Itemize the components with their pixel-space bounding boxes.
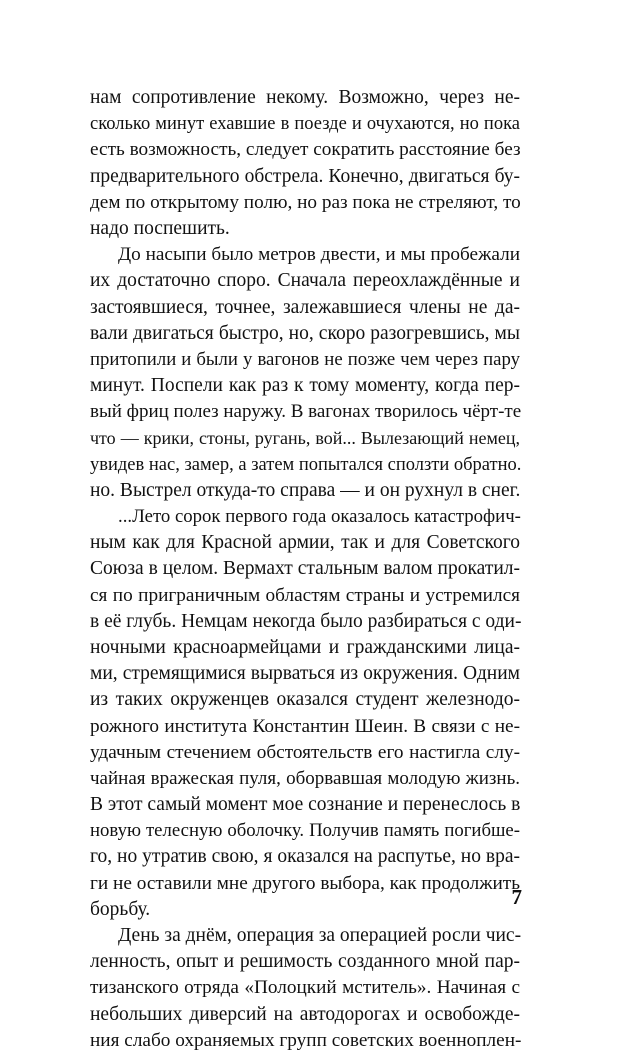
page-number: 7 bbox=[511, 885, 522, 909]
text-line: в её глубь. Немцам некогда было разбираться с оди- bbox=[90, 610, 522, 632]
text-line: День за днём, операция за операцией росли чис- bbox=[118, 925, 522, 946]
text-line: В этот самый момент мое сознание и перенеслось в bbox=[90, 794, 521, 816]
text-line: ся по приграничным областям страны и устремился bbox=[90, 584, 520, 606]
text-line: увидев нас, замер, а затем попытался сползти обратно. bbox=[90, 454, 522, 475]
text-line: что — крики, стоны, ругань, вой... Вылезающий немец, bbox=[90, 428, 520, 449]
text-line: удачным стечением обстоятельств его настигла слу- bbox=[90, 741, 520, 763]
text-line: ...Лето сорок первого года оказалось катастрофич- bbox=[118, 506, 521, 527]
text-line: рожного института Константин Шеин. В связи с не- bbox=[90, 715, 520, 737]
text-line: До насыпи было метров двести, и мы пробежали bbox=[118, 244, 520, 266]
text-line: ми, стремящимися вырваться из окружения. Одним bbox=[90, 663, 520, 685]
text-line: ным как для Красной армии, так и для Советского bbox=[90, 532, 520, 554]
text-line: небольших диверсий на автодорогах и освобожде- bbox=[90, 1003, 520, 1025]
text-line: ги не оставили мне другого выбора, как продолжить bbox=[90, 872, 520, 894]
text-line: предварительного обстрела. Конечно, двигаться бу- bbox=[90, 165, 520, 187]
text-line: застоявшиеся, точнее, залежавшиеся члены не да- bbox=[90, 296, 520, 318]
text-line: из таких окруженцев оказался студент железнодо- bbox=[90, 689, 520, 711]
text-line: тизанского отряда «Полоцкий мститель». Начиная с bbox=[90, 977, 520, 999]
text-line: ленность, опыт и решимость созданного мной пар- bbox=[90, 951, 520, 973]
text-line: дем по открытому полю, но раз пока не стреляют, то bbox=[90, 191, 521, 213]
text-line: сколько минут ехавшие в поезде и очухаются, но пока bbox=[90, 114, 520, 135]
text-line: надо поспешить. bbox=[90, 217, 230, 239]
body-text bbox=[90, 85, 520, 1054]
text-line: их достаточно споро. Сначала переохлаждённые и bbox=[90, 270, 520, 292]
text-line: Союза в целом. Вермахт стальным валом прокатил- bbox=[90, 558, 520, 580]
text-line: борьбу. bbox=[90, 898, 151, 920]
text-line: чайная вражеская пуля, оборвавшая молодую жизнь. bbox=[90, 767, 520, 789]
text-line: но. Выстрел откуда-то справа — и он рухнул в снег. bbox=[90, 479, 521, 501]
text-line: притопили и были у вагонов не позже чем через пару bbox=[90, 348, 520, 370]
text-line: вый фриц полез наружу. В вагонах творилось чёрт-те bbox=[90, 401, 522, 423]
text-line: ния слабо охраняемых групп советских военноплен- bbox=[90, 1029, 522, 1051]
text-line: новую телесную оболочку. Получив память погибше- bbox=[90, 820, 520, 842]
text-line: минут. Поспели как раз к тому моменту, когда пер- bbox=[90, 375, 520, 397]
text-line: го, но утратив свою, я оказался на распутье, но вра- bbox=[90, 846, 520, 868]
text-line: есть возможность, следует сократить расстояние без bbox=[90, 139, 521, 161]
text-line: ночными красноармейцами и гражданскими лица- bbox=[90, 636, 520, 658]
text-line: вали двигаться быстро, но, скоро разогревшись, мы bbox=[90, 322, 520, 344]
text-line: нам сопротивление некому. Возможно, через не- bbox=[90, 87, 520, 108]
